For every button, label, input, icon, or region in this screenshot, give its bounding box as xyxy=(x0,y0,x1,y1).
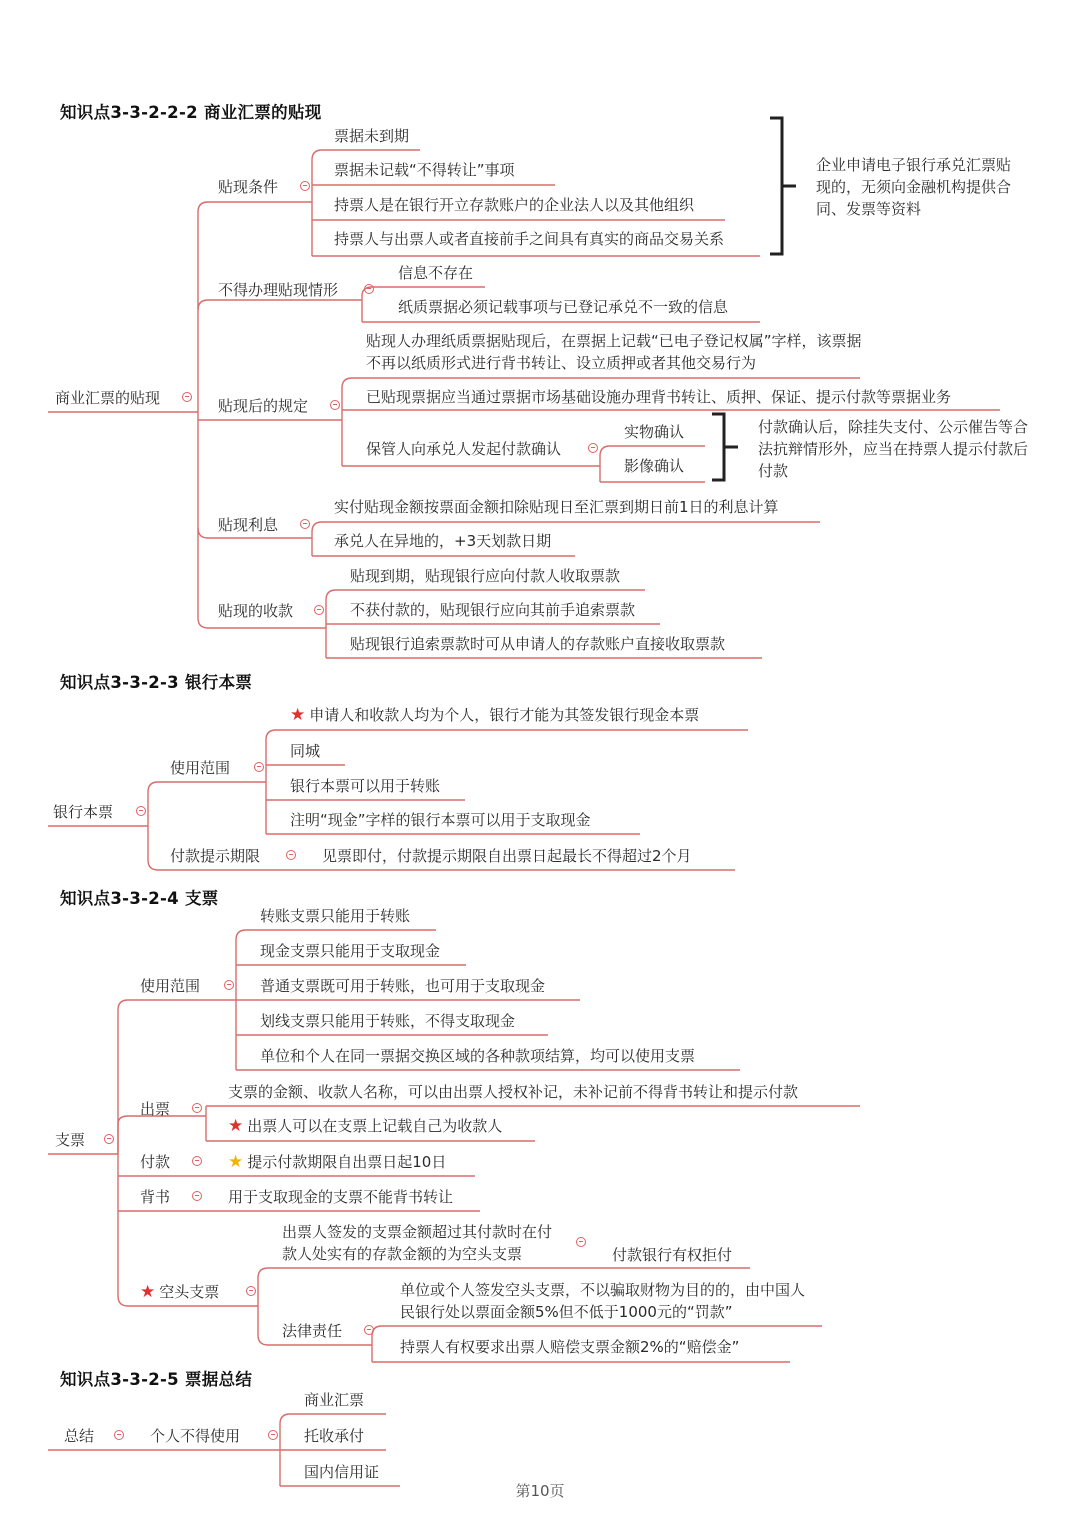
leaf-node: ★ 提示付款期限自出票日起10日 xyxy=(228,1152,447,1172)
star-icon: ★ xyxy=(228,1116,244,1136)
leaf-node: 国内信用证 xyxy=(304,1463,380,1481)
collapse-toggle-icon[interactable] xyxy=(588,443,598,453)
collapse-toggle-icon[interactable] xyxy=(246,1286,256,1296)
node-not-for-individuals: 个人不得使用 xyxy=(150,1427,241,1445)
node-scope-of-use: 使用范围 xyxy=(170,759,231,777)
star-icon: ★ xyxy=(290,705,306,725)
node-cheque-issue: 出票 xyxy=(140,1100,171,1118)
leaf-node: ★ 出票人可以在支票上记载自己为收款人 xyxy=(228,1116,503,1136)
node-no-discount-cases: 不得办理贴现情形 xyxy=(218,281,339,299)
node-payment-term: 付款提示期限 xyxy=(170,847,261,865)
node-bounced-cheque: ★ 空头支票 xyxy=(140,1282,220,1302)
root-node-bank-note: 银行本票 xyxy=(53,803,114,821)
collapse-toggle-icon[interactable] xyxy=(104,1134,114,1144)
root-node-discount: 商业汇票的贴现 xyxy=(55,389,161,407)
section-heading-summary: 知识点3-3-2-5 票据总结 xyxy=(60,1370,253,1389)
node-legal-liability: 法律责任 xyxy=(282,1322,343,1340)
leaf-node: 单位或个人签发空头支票，不以骗取财物为目的的，由中国人民银行处以票面金额5%但不低于1000元的“罚款” xyxy=(400,1281,806,1321)
section-heading-bank-note: 知识点3-3-2-3 银行本票 xyxy=(60,673,253,692)
leaf-node: 持票人与出票人或者直接前手之间具有真实的商品交易关系 xyxy=(334,230,725,248)
page-number: 第10页 xyxy=(515,1482,565,1500)
leaf-node: 现金支票只能用于支取现金 xyxy=(260,942,441,960)
leaf-node: 影像确认 xyxy=(624,457,685,475)
leaf-node: 付款银行有权拒付 xyxy=(612,1246,733,1264)
collapse-toggle-icon[interactable] xyxy=(330,400,340,410)
node-discount-conditions: 贴现条件 xyxy=(218,178,279,196)
node-cheque-endorse: 背书 xyxy=(140,1188,171,1206)
collapse-toggle-icon[interactable] xyxy=(286,850,296,860)
section-heading-cheque: 知识点3-3-2-4 支票 xyxy=(60,889,219,908)
leaf-node: 转账支票只能用于转账 xyxy=(260,907,411,925)
node-cheque-payment: 付款 xyxy=(140,1153,171,1171)
leaf-node: 支票的金额、收款人名称，可以由出票人授权补记，未补记前不得背书转让和提示付款 xyxy=(228,1083,799,1101)
collapse-toggle-icon[interactable] xyxy=(254,762,264,772)
leaf-node: 普通支票既可用于转账，也可用于支取现金 xyxy=(260,977,546,995)
leaf-node: 持票人是在银行开立存款账户的企业法人以及其他组织 xyxy=(334,196,695,214)
node-payment-confirmation: 保管人向承兑人发起付款确认 xyxy=(366,440,562,458)
collapse-toggle-icon[interactable] xyxy=(224,980,234,990)
leaf-node: 用于支取现金的支票不能背书转让 xyxy=(228,1188,454,1206)
collapse-toggle-icon[interactable] xyxy=(314,605,324,615)
note-payment-after-confirmation: 付款确认后，除挂失支付、公示催告等合法抗辩情形外，应当在持票人提示付款后付款 xyxy=(758,418,1029,480)
leaf-node: 已贴现票据应当通过票据市场基础设施办理背书转让、质押、保证、提示付款等票据业务 xyxy=(366,388,952,406)
leaf-node: 银行本票可以用于转账 xyxy=(290,777,441,795)
leaf-node: 票据未记载“不得转让”事项 xyxy=(334,161,515,179)
leaf-node: 贴现人办理纸质票据贴现后，在票据上记载“已电子登记权属”字样，该票据不再以纸质形式进行背书转让、设立质押或者其他交易行为 xyxy=(366,332,862,372)
collapse-toggle-icon[interactable] xyxy=(192,1191,202,1201)
leaf-node: 同城 xyxy=(290,742,321,760)
collapse-toggle-icon[interactable] xyxy=(268,1430,278,1440)
node-bounced-definition: 出票人签发的支票金额超过其付款时在付款人处实有的存款金额的为空头支票 xyxy=(282,1223,553,1263)
root-node-cheque: 支票 xyxy=(55,1131,86,1149)
collapse-toggle-icon[interactable] xyxy=(364,1325,374,1335)
root-node-summary: 总结 xyxy=(64,1427,95,1445)
collapse-toggle-icon[interactable] xyxy=(192,1156,202,1166)
star-icon: ★ xyxy=(228,1152,244,1172)
section-heading-discount: 知识点3-3-2-2-2 商业汇票的贴现 xyxy=(60,103,322,122)
collapse-toggle-icon[interactable] xyxy=(182,392,192,402)
collapse-toggle-icon[interactable] xyxy=(192,1103,202,1113)
leaf-node: 不获付款的，贴现银行应向其前手追索票款 xyxy=(350,601,636,619)
collapse-toggle-icon[interactable] xyxy=(576,1237,586,1247)
node-cheque-scope: 使用范围 xyxy=(140,977,201,995)
collapse-toggle-icon[interactable] xyxy=(114,1430,124,1440)
node-discount-collection: 贴现的收款 xyxy=(218,602,294,620)
collapse-toggle-icon[interactable] xyxy=(300,519,310,529)
leaf-node: 持票人有权要求出票人赔偿支票金额2%的“赔偿金” xyxy=(400,1338,740,1356)
leaf-node: ★ 申请人和收款人均为个人，银行才能为其签发银行现金本票 xyxy=(290,705,700,725)
collapse-toggle-icon[interactable] xyxy=(136,806,146,816)
collapse-toggle-icon[interactable] xyxy=(364,284,374,294)
leaf-node: 实物确认 xyxy=(624,423,685,441)
leaf-node: 贴现银行追索票款时可从申请人的存款账户直接收取票款 xyxy=(350,635,726,653)
leaf-node: 承兑人在异地的，+3天划款日期 xyxy=(334,532,552,550)
leaf-node: 单位和个人在同一票据交换区域的各种款项结算，均可以使用支票 xyxy=(260,1047,696,1065)
leaf-node: 票据未到期 xyxy=(334,127,410,145)
leaf-node: 纸质票据必须记载事项与已登记承兑不一致的信息 xyxy=(398,298,729,316)
leaf-node: 实付贴现金额按票面金额扣除贴现日至汇票到期日前1日的利息计算 xyxy=(334,498,779,516)
leaf-node: 贴现到期，贴现银行应向付款人收取票款 xyxy=(350,567,621,585)
node-discount-interest: 贴现利息 xyxy=(218,516,279,534)
leaf-node: 注明“现金”字样的银行本票可以用于支取现金 xyxy=(290,811,591,829)
star-icon: ★ xyxy=(140,1282,156,1302)
collapse-toggle-icon[interactable] xyxy=(300,181,310,191)
leaf-node: 见票即付，付款提示期限自出票日起最长不得超过2个月 xyxy=(322,847,692,865)
leaf-node: 商业汇票 xyxy=(304,1391,365,1409)
leaf-node: 划线支票只能用于转账，不得支取现金 xyxy=(260,1012,516,1030)
note-electronic-acceptance: 企业申请电子银行承兑汇票贴现的，无须向金融机构提供合同、发票等资料 xyxy=(816,156,1012,218)
leaf-node: 信息不存在 xyxy=(398,264,474,282)
leaf-node: 托收承付 xyxy=(304,1427,365,1445)
node-after-discount-rules: 贴现后的规定 xyxy=(218,397,309,415)
